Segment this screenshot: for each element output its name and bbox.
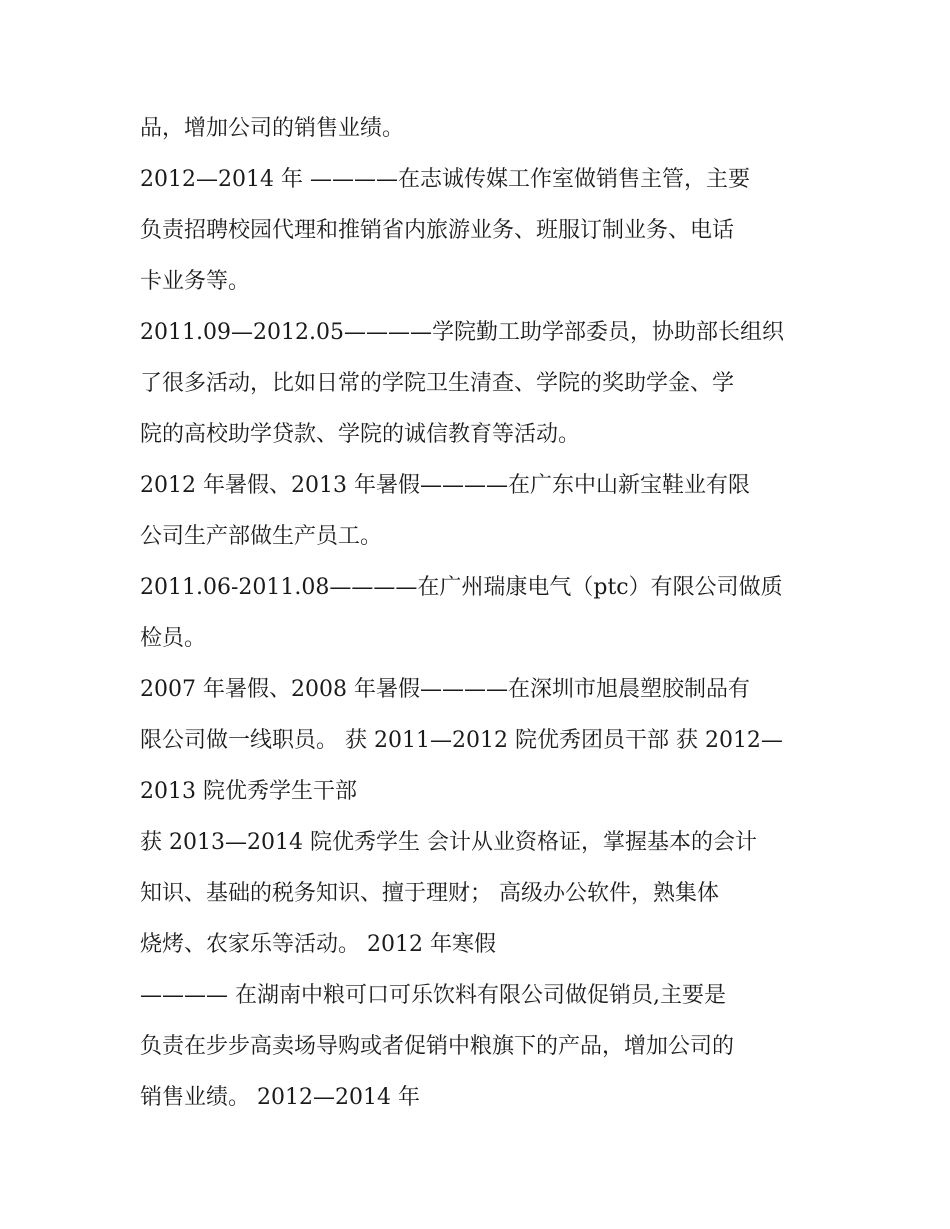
text-line: ———— 在湖南中粮可口可乐饮料有限公司做促销员,主要是: [140, 983, 726, 1008]
document-body: [140, 108, 820, 1128]
text-line: 了很多活动，比如日常的学院卫生清查、学院的奖助学金、学: [140, 371, 735, 396]
text-line: 销售业绩。 2012—2014 年: [140, 1085, 420, 1110]
text-line: 负责在步步高卖场导购或者促销中粮旗下的产品，增加公司的: [140, 1034, 735, 1059]
text-line: 2011.06-2011.08————在广州瑞康电气（ptc）有限公司做质: [140, 575, 783, 600]
text-line: 2011.09—2012.05————学院勤工助学部委员，协助部长组织: [140, 320, 784, 345]
text-line: 2012—2014 年 ————在志诚传媒工作室做销售主管，主要: [140, 167, 750, 192]
text-line: 2013 院优秀学生干部: [140, 779, 357, 804]
text-line: 公司生产部做生产员工。: [140, 524, 383, 549]
text-line: 负责招聘校园代理和推销省内旅游业务、班服订制业务、电话: [140, 218, 735, 243]
text-line: 检员。: [140, 626, 207, 651]
text-line: 2012 年暑假、2013 年暑假————在广东中山新宝鞋业有限: [140, 473, 750, 498]
text-line: 限公司做一线职员。 获 2011—2012 院优秀团员干部 获 2012—: [140, 728, 783, 753]
text-line: 获 2013—2014 院优秀学生 会计从业资格证，掌握基本的会计: [140, 830, 757, 855]
text-line: 院的高校助学贷款、学院的诚信教育等活动。: [140, 422, 581, 447]
text-line: 卡业务等。: [140, 269, 251, 294]
text-line: 2007 年暑假、2008 年暑假————在深圳市旭晨塑胶制品有: [140, 677, 750, 702]
text-line: 知识、基础的税务知识、擅于理财； 高级办公软件，熟集体: [140, 881, 719, 906]
text-line: 品，增加公司的销售业绩。: [140, 116, 405, 141]
text-line: 烧烤、农家乐等活动。 2012 年寒假: [140, 932, 496, 957]
